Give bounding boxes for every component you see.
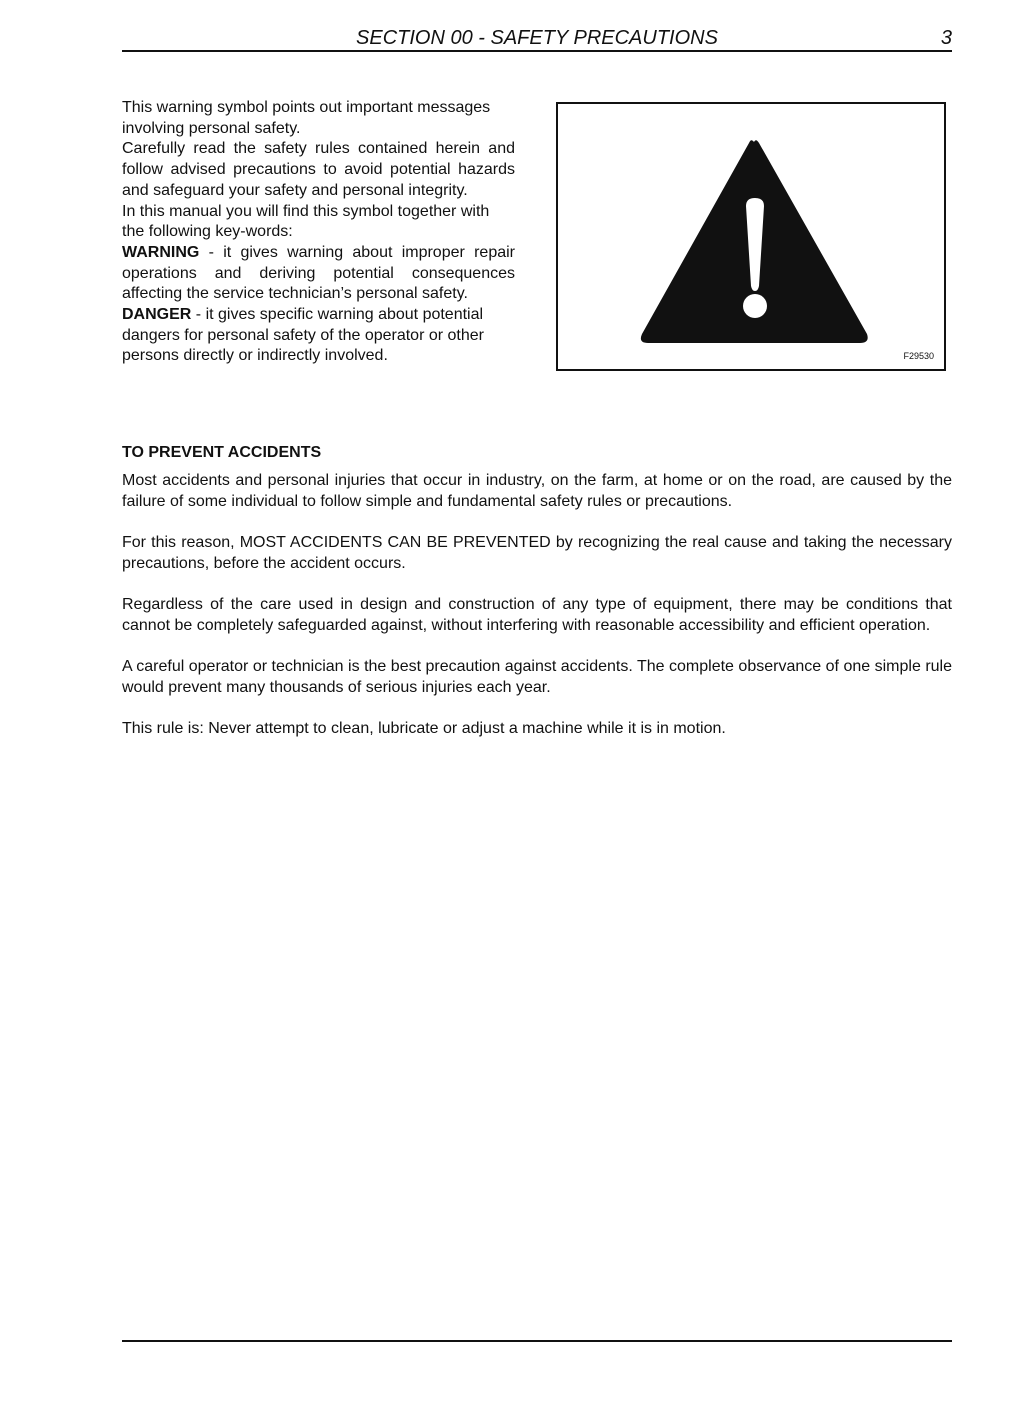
section-heading: TO PREVENT ACCIDENTS [122,444,322,461]
warning-description: - it gives warning about improper repair operations and deriving potential consequences affecting the service technician’s personal safety. [122,243,515,303]
section-title: SECTION 00 - SAFETY PRECAUTIONS [356,27,718,49]
warning-triangle-icon [638,138,870,348]
figure-code: F29530 [903,351,934,361]
danger-description: - it gives specific warning about potential dangers for personal safety of the operator or other persons directly or indirectly involved. [122,306,484,365]
danger-keyword: DANGER [122,306,192,324]
body-paragraph: Regardless of the care used in design and construction of any type of equipment, there may be conditions that cannot be completely safeguarded against, without interfering with reasonable accessibility and efficient operation. [122,596,952,634]
intro-paragraph: This warning symbol points out important messages involving personal safety. [122,99,491,137]
intro-paragraph: In this manual you will find this symbol together with the following key-words: [122,202,490,241]
body-paragraph: Most accidents and personal injuries that occur in industry, on the farm, at home or on the road, are caused by the failure of some individual to follow simple and fundamental safety rules or precautions. [122,472,952,510]
warning-definition [122,243,515,305]
warning-keyword: WARNING [122,243,200,261]
body-paragraph: A careful operator or technician is the best precaution against accidents. The complete observance of one simple rule would prevent many thousands of serious injuries each year. [122,658,952,696]
footer-rule [122,1340,952,1342]
danger-definition [122,305,515,367]
intro-text [122,98,515,367]
prevent-accidents-section [122,443,952,761]
intro-paragraph: Carefully read the safety rules contained herein and follow advised precautions to avoid potential hazards and safeguard your safety and personal integrity. [122,140,515,199]
page-header [122,26,952,52]
page-number: 3 [940,27,952,49]
warning-symbol-figure [556,102,946,371]
body-paragraph: This rule is: Never attempt to clean, lubricate or adjust a machine while it is in motion. [122,720,726,738]
body-paragraph: For this reason, MOST ACCIDENTS CAN BE PREVENTED by recognizing the real cause and taking the necessary precautions, before the accident occurs. [122,534,952,572]
